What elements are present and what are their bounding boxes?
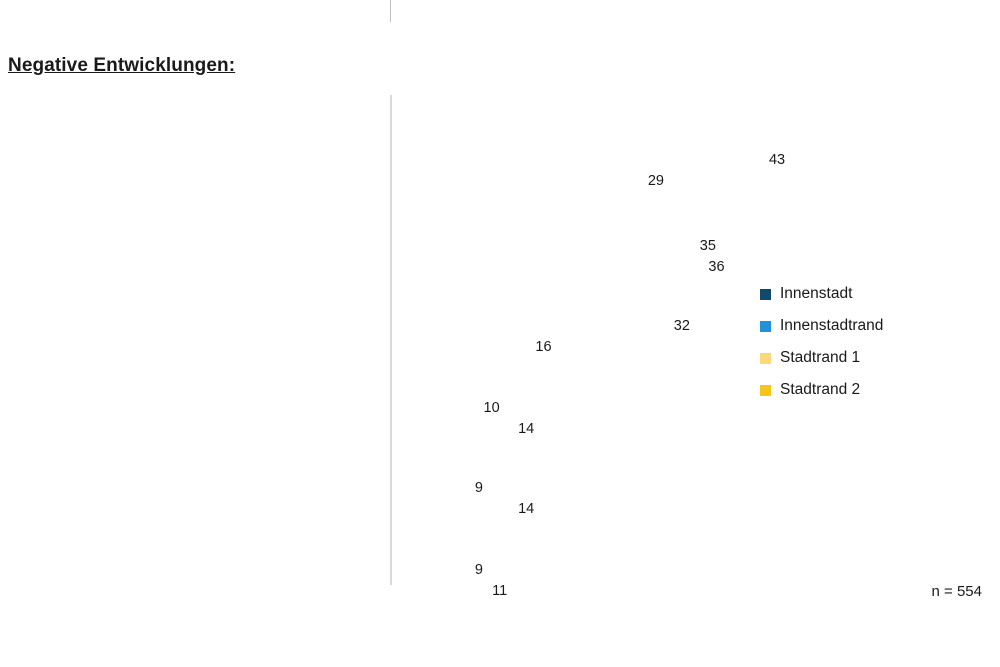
bar-row <box>392 149 786 170</box>
bar-value-label: 56 <box>854 130 871 147</box>
bar-row <box>392 315 690 336</box>
legend-swatch-icon <box>760 353 771 364</box>
bar-value-label: 18 <box>525 296 542 313</box>
legend-item <box>760 374 883 406</box>
bar-row <box>392 193 522 214</box>
legend-label: Innenstadt <box>780 285 853 302</box>
top-tick-mark <box>390 0 391 22</box>
bar-row <box>392 235 716 256</box>
bar-row <box>392 214 669 235</box>
bar-value-label: 14 <box>518 500 535 517</box>
bar-row <box>392 397 500 418</box>
bar-value-label: 16 <box>508 378 525 395</box>
page-title: Negative Entwicklungen: <box>8 55 236 76</box>
bar-row <box>392 538 496 559</box>
bar-group <box>390 517 990 601</box>
bar-group <box>390 107 990 191</box>
bar-group <box>390 273 990 357</box>
bar-value-label: 11 <box>492 582 508 599</box>
bar-row <box>392 128 876 149</box>
legend-item <box>760 310 883 342</box>
bar-group <box>390 193 990 277</box>
bar-row <box>392 355 461 376</box>
bar-row <box>392 376 530 397</box>
bar-value-label: 36 <box>708 258 725 275</box>
sample-size-note: n = 554 <box>931 583 982 600</box>
bar-row <box>392 107 842 128</box>
bar-row <box>392 336 552 357</box>
bar-value-label: 32 <box>673 317 690 334</box>
bar-row <box>392 435 548 456</box>
legend-label: Stadtrand 2 <box>780 381 861 398</box>
bar-value-label: 52 <box>819 109 836 126</box>
bar-value-label: 10 <box>456 458 473 475</box>
legend-label: Stadtrand 1 <box>780 349 861 366</box>
bar-value-label: 32 <box>646 216 663 233</box>
bar-row <box>392 477 483 498</box>
bar-group <box>390 355 990 439</box>
bar-value-label: 22 <box>560 275 577 292</box>
bar-value-label: 12 <box>473 540 490 557</box>
legend-label: Innenstadtrand <box>780 317 884 334</box>
bar-row <box>392 498 535 519</box>
legend-item <box>760 278 883 310</box>
bar-row <box>392 273 582 294</box>
bar-value-label: 8 <box>447 357 456 374</box>
bar-value-label: 35 <box>699 237 716 254</box>
legend-swatch-icon <box>760 385 771 396</box>
bar-row <box>392 517 470 538</box>
bar-row <box>392 294 548 315</box>
bar-row <box>392 456 479 477</box>
bar-value-label: 9 <box>474 561 483 578</box>
bar-value-label: 18 <box>525 437 542 454</box>
bar-value-label: 10 <box>483 399 500 416</box>
bar-row <box>392 580 508 601</box>
chart-legend <box>760 278 883 406</box>
bar-value-label: 14 <box>518 420 535 437</box>
bar-value-label: 43 <box>768 151 786 168</box>
bar-value-label: 15 <box>499 195 516 212</box>
bar-value-label: 9 <box>455 519 464 536</box>
bar-group <box>390 435 990 519</box>
bar-value-label: 9 <box>474 479 483 496</box>
bar-value-label: 16 <box>535 338 552 355</box>
legend-item <box>760 342 883 374</box>
bar-value-label: 29 <box>647 172 664 189</box>
legend-swatch-icon <box>760 321 771 332</box>
legend-swatch-icon <box>760 289 771 300</box>
bar-row <box>392 559 483 580</box>
bar-row <box>392 170 664 191</box>
